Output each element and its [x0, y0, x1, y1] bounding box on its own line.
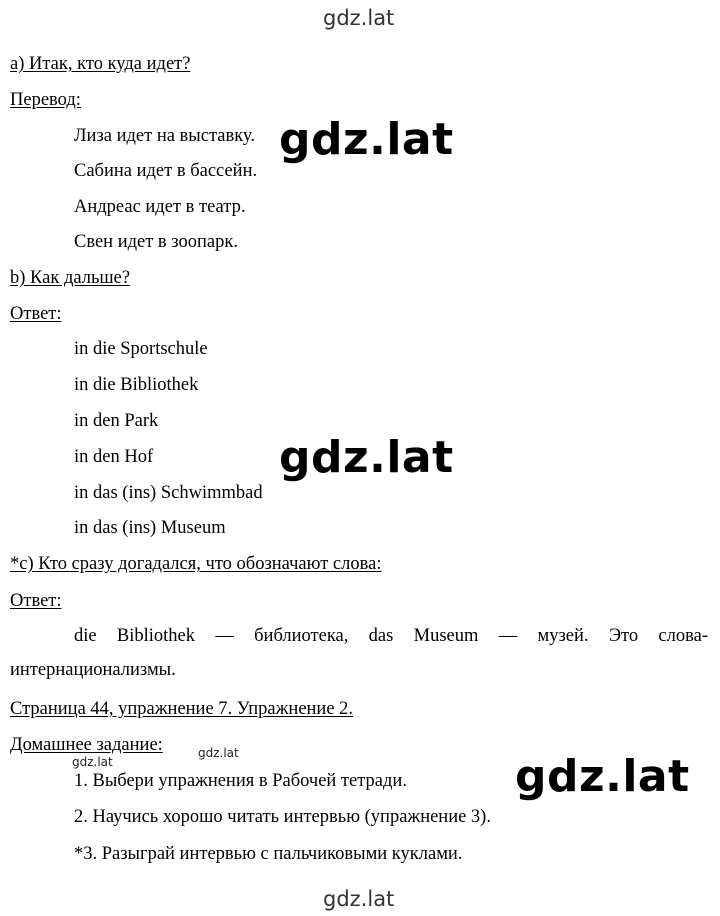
section-c-answer-line-2: интернационализмы.	[10, 660, 176, 680]
homework-item: *3. Разыграй интервью с пальчиковыми куклами.	[74, 844, 463, 864]
homework-item: 1. Выбери упражнения в Рабочей тетради.	[74, 771, 407, 791]
section-a-line: Лиза идет на выставку.	[74, 126, 255, 146]
section-b-heading: b) Как дальше?	[10, 268, 131, 288]
page-reference: Страница 44, упражнение 7. Упражнение 2.	[10, 699, 354, 719]
section-b-line: in den Hof	[74, 447, 154, 467]
homework-label: Домашнее задание:	[10, 735, 163, 755]
watermark-small-2: gdz.lat	[72, 755, 113, 769]
section-a-line: Сабина идет в бассейн.	[74, 161, 258, 181]
section-c-answer-line-1: die Bibliothek — библиотека, das Museum — музей. Это слова-	[74, 626, 708, 646]
section-b-line: in die Sportschule	[74, 339, 208, 359]
section-b-line: in das (ins) Museum	[74, 518, 226, 538]
watermark-top: gdz.lat	[323, 6, 395, 30]
watermark-bottom: gdz.lat	[323, 887, 395, 911]
section-a-heading: а) Итак, кто куда идет?	[10, 54, 191, 74]
section-a-line: Андреас идет в театр.	[74, 197, 246, 217]
watermark-big-1: gdz.lat	[279, 114, 454, 165]
section-b-line: in das (ins) Schwimmbad	[74, 483, 263, 503]
section-c-label: Ответ:	[10, 591, 62, 611]
section-c-heading: *с) Кто сразу догадался, что обозначают слова:	[10, 554, 382, 574]
watermark-big-2: gdz.lat	[279, 432, 454, 483]
watermark-small-1: gdz.lat	[198, 746, 239, 760]
section-b-line: in den Park	[74, 411, 159, 431]
section-a-line: Свен идет в зоопарк.	[74, 232, 238, 252]
watermark-big-3: gdz.lat	[515, 751, 690, 802]
section-a-label: Перевод:	[10, 90, 81, 110]
section-b-line: in die Bibliothek	[74, 375, 199, 395]
section-c-answer	[10, 619, 708, 687]
section-b-label: Ответ:	[10, 304, 62, 324]
homework-item: 2. Научись хорошо читать интервью (упражнение 3).	[74, 807, 491, 827]
